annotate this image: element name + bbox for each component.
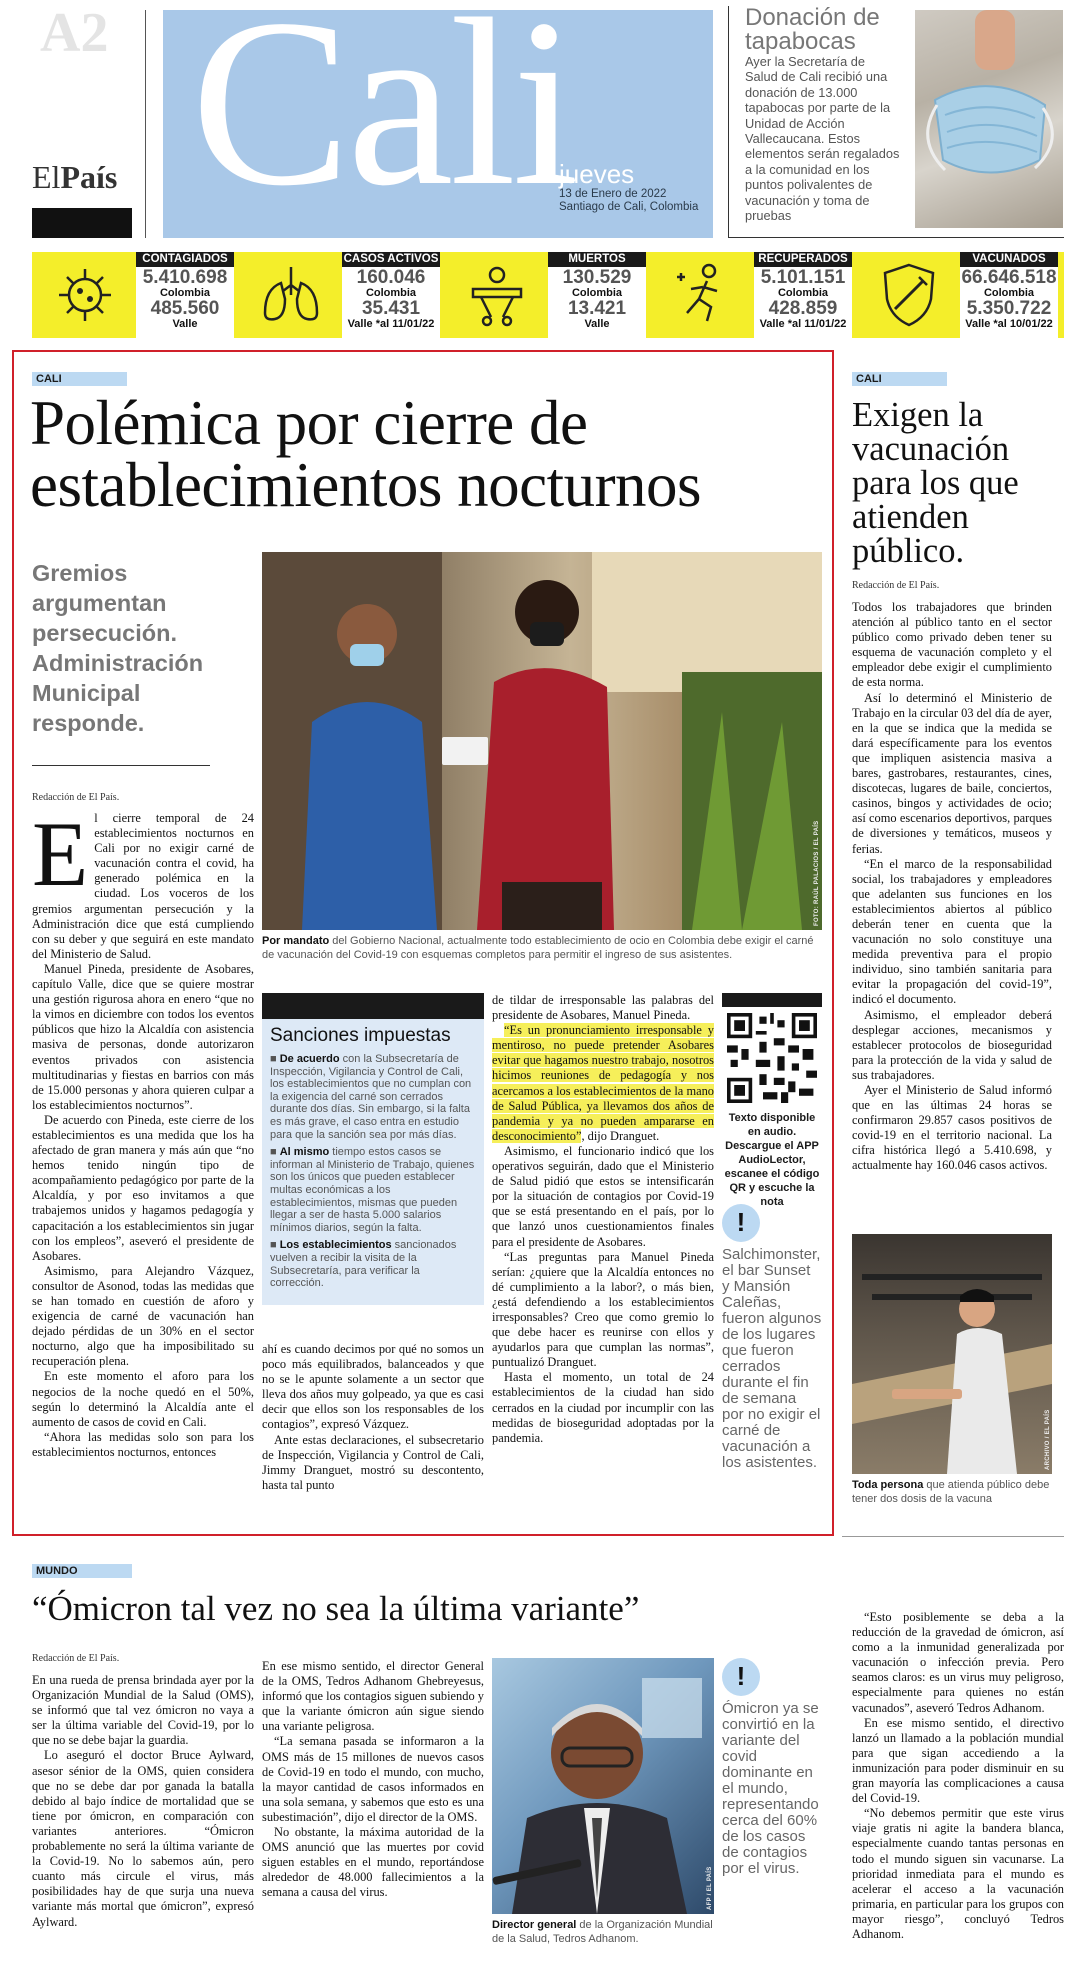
sidebar-item-bold: Los establecimientos [279,1239,392,1252]
paragraph: Hasta el momento, un total de 24 establecimientos de la ciudad han sido cerrados en la ciudad por incumplir con las medidas de bioseguridad adoptadas por la pandemia. [492,1370,714,1445]
sidebar-item: ■ De acuerdo con la Subsecretaría de Inspección, Vigilancia y Control de Cali, los establecimientos que no cumplan con la exigencia del carné son cerrados durante dos días. Sin embargo, si la falta es más grave, el caso entra en estudio para que la sanción sea por más días. [270,1053,472,1141]
paragraph: “La semana pasada se informaron a la OMS más de 15 millones de nuevos casos de Covid-19 en todo el mundo, con mucho, la mayor cantidad de casos informados en una sola semana, y sabemos que esto es una subestimación”, dijo el director de la OMS. [262,1734,484,1824]
stat-value-valle: 485.560 [150,298,220,319]
stat-value-valle: 35.431 [361,298,421,319]
bottom-column-1 [32,1673,254,1930]
sidebar-item-bold: Al mismo [279,1146,330,1159]
main-headline-line1: Polémica por cierre de [30,388,588,458]
photo-credit: FOTO: RAÚL PALACIOS / EL PAÍS [814,820,820,926]
main-byline: Redacción de El País. [32,792,120,803]
stat-label-valle: Valle [172,318,198,330]
paragraph: l cierre temporal de 24 establecimientos nocturnos en Cali por no exigir carné de vacunación contra el covid, ha generado polémica en la ciudad. Los voceros de los gremios argumentan persecución y la Administración dice que está cumpliendo con su deber y que seguirá en este mandato del Ministerio de Salud. [32,811,254,961]
stat-label-valle: Valle *al 11/01/22 [759,318,847,330]
sidebar-item-bold: De acuerdo [279,1053,340,1065]
stat-label-valle: Valle [584,318,610,330]
stat-label-colombia: Colombia [983,287,1035,299]
sanctions-sidebar [262,993,484,1305]
stat-value-colombia: 66.646.518 [961,267,1057,288]
right-byline: Redacción de El País. [852,580,940,591]
paragraph: Así lo determinó el Ministerio de Trabajo en la circular 03 del día de ayer, en la que se indica que la medida se dará específicamente para los eventos que impliquen asistencia masiva a bares, gastrobares, restaurantes, cines, discotecas, lugares de baile, conciertos, casinos, bingos y actividades de ocio; así como escenarios deportivos, parques de diversiones y temáticos, museos y ferias. [852,690,1052,856]
section-rule [842,1536,1064,1537]
bottom-photo-caption [492,1918,714,1946]
main-column-2 [262,1342,484,1493]
runner-icon [650,252,756,338]
right-photo [852,1234,1052,1474]
paragraph: En una rueda de prensa brindada ayer por la Organización Mundial de la Salud (OMS), se informó que tal vez ómicron no vaya a ser la última variable del Covid-19, por lo que no se debe bajar la guardia. [32,1673,254,1748]
right-column [852,600,1052,1174]
virus-icon [32,252,138,338]
vaccine-shield-icon [856,252,962,338]
main-headline-line2: establecimientos nocturnos [30,450,702,520]
drop-cap: E [32,803,89,905]
caption-bold: Director general [492,1919,577,1931]
stat-value-valle: 428.859 [768,298,838,319]
paragraph: Ante estas declaraciones, el subsecretario de Inspección, Vigilancia y Control de Cali, Jimmy Dranguet, mostró su descontento, hasta tal punto [262,1432,484,1492]
stat-block [960,252,1058,338]
main-column-3 [492,993,714,1446]
exclamation-icon [722,1204,760,1242]
stat-label-colombia: Colombia [365,287,417,299]
paragraph: Todos los trabajadores que brinden atención al público tanto en el sector público como privado deben tener su esquema de vacunación completo y el empleador debe exigir el cumplimiento de esta norma. [852,600,1052,690]
stat-label: CASOS ACTIVOS [343,253,439,265]
stat-value-colombia: 5.410.698 [142,267,228,288]
main-deck: Gremios argumentan persecución. Administración Municipal responde. [32,560,204,736]
stat-value-valle: 5.350.722 [966,298,1052,319]
stat-value-valle: 13.421 [567,298,627,319]
masthead [0,0,1080,250]
stat-value-colombia: 130.529 [562,267,632,288]
right-headline: Exigen la vacunación para los que atienden público. [852,396,1019,570]
sidebar-item-text: sancionados vuelven a recibir la visita de la Subsecretaría, para verificar la corrección. [270,1239,457,1290]
paragraph: de tildar de irresponsable las palabras del presidente de Asobares, Manuel Pineda. [492,993,714,1023]
paragraph: “Las preguntas para Manuel Pineda serían: ¿quiere que la Alcaldía entonces no dé cumplimiento a la labor?, o más bien, ¿está defendiendo a los establecimientos irresponsables? Creo que como gremio lo que debe hacer es reunirse con ellos y ayudarlos para que cumplan las normas”, puntualizó Dranguet. [492,1249,714,1370]
bottom-callout: Ómicron ya se convirtió en la variante del covid dominante en el mundo, representando cerca del 60% de los casos de contagios por el virus. [722,1700,819,1877]
paragraph: De acuerdo con Pineda, este cierre de los establecimientos es una medida que los ha afectado de gran manera y más aún que “no hemos tenido ningún tipo de acompañamiento pedagógico por parte de la Alcaldía, y por eso invitamos a que trabajemos unidos y hagamos pedagogía y capacitación a los establecimientos sin jugar con los empleos”, aseveró el presidente de Asobares. [32,1112,254,1263]
quote-paragraph [492,1023,714,1144]
stretcher-icon [444,252,550,338]
brand-el: El [32,159,61,195]
stat-block [548,252,646,338]
bottom-column-4 [852,1610,1064,1942]
exclamation-icon [722,1658,760,1696]
stat-label: VACUNADOS [960,252,1058,267]
qr-text: Texto disponible en audio. Descargue el APP AudioLector, escanee el código QR y escuche la nota [724,1112,820,1208]
stat-block [754,252,852,338]
stat-label: MUERTOS [548,252,646,267]
stat-label: RECUPERADOS [754,252,852,267]
paragraph: “No debemos permitir que este virus viaje gratis ni agite la bandera blanca, especialmente cuando tantas personas en todo el mundo siguen sin vacunarse. La prioridad inmediata para el mundo es acelerar el acceso a la vacunación primaria, en particular para los grupos con mayor riesgo”, concluyó Tedros Adhanom. [852,1806,1064,1941]
stat-label-colombia: Colombia [571,287,623,299]
main-callout: Salchimonster, el bar Sunset y Mansión Caleñas, fueron algunos de los lugares que fueron cerrados durante el fin de semana por no exigir el carné de vacunación a los asistentes. [722,1246,822,1471]
caption-text: de la Organización Mundial de la Salud, Tedros Adhanom. [492,1919,713,1945]
stat-label-colombia: Colombia [159,287,211,299]
section-location: Santiago de Cali, Colombia [559,201,699,213]
stat-value-colombia: 160.046 [356,267,426,288]
caption-text: del Gobierno Nacional, actualmente todo establecimiento de ocio en Colombia debe exigir el carné de vacunación del Covid-19 con esquemas completos para permitir el ingreso de sus asistentes. [262,935,814,961]
bottom-headline: “Ómicron tal vez no sea la última variante” [32,1589,640,1628]
brief-title: Donación de tapabocas [745,4,880,55]
right-kicker: CALI [852,372,947,386]
stat-block [136,252,234,338]
brand-pais: País [60,159,118,195]
sidebar-item-text: tiempo estos casos se informan al Ministerio de Trabajo, quienes son los únicos que pueden establecer multas económicas a los establecimientos, mismas que pueden llegar a ser de hasta 5.000 salarios mínimos diarios, según la falta. [270,1146,475,1234]
paragraph: Asimismo, el empleador deberá desplegar acciones, mecanismos y establecer protocolos de bioseguridad para la protección de la vida y salud de sus trabajadores. [852,1007,1052,1082]
caption-bold: Toda persona [852,1479,924,1491]
masthead-divider [145,10,146,238]
bottom-byline: Redacción de El País. [32,1653,120,1664]
paragraph: En ese mismo sentido, el directivo lanzó un llamado a la población mundial para que sigan accediendo a la inmunización para poder disminuir en su gran mayoría las complicaciones a causa del Covid-19. [852,1715,1064,1806]
paragraph: Ayer el Ministerio de Salud informó que en las últimas 24 horas se confirmaron 29.857 casos positivos de covid-19 en el territorio nacional. La cifra histórica llegó a 5.410.698, y actualmente hay 160.046 casos activos. [852,1083,1052,1173]
main-kicker: CALI [32,372,127,386]
portrait-illustration [492,1658,714,1914]
paragraph: “Ahora las medidas solo son para los establecimientos nocturnos, entonces [32,1429,254,1459]
stat-label-valle: Valle *al 11/01/22 [347,318,435,330]
main-photo-caption [262,934,822,962]
sidebar-item: ■ Al mismo tiempo estos casos se informan al Ministerio de Trabajo, quienes son los únicos que pueden establecer multas económicas a los establecimientos, mismas que pueden llegar a ser de hasta 5.000 salarios mínimos diarios, según la falta. [270,1146,475,1234]
section-date: 13 de Enero de 2022 [559,188,667,200]
qr-header-bar [722,993,822,1007]
bottom-photo [492,1658,714,1914]
paragraph: Manuel Pineda, presidente de Asobares, capítulo Valle, dice que se quiere mostrar una gestión rigurosa ahora en enero “que no la vimos en diciembre con todos los eventos públicos que hizo la Alcaldía con asistencia masiva de personas, donde autorizaron eventos privados con asistencia multitudinarias y fiestas en barrios con más de 15.000 personas y ahora quieren culpar a los establecimientos nocturnos”. [32,961,254,1112]
stat-block [342,252,440,338]
brand-logo [32,160,117,194]
paragraph: En ese mismo sentido, el director General de la OMS, Tedros Adhanom Ghebreyesus, informó que los contagios siguen subiendo y que la variante ómicron aún sigue siendo una variante peligrosa. [262,1659,484,1734]
section-title: Cali [191,10,575,235]
photo-credit: ARCHIVO / EL PAÍS [1045,1409,1051,1470]
paragraph: “Esto posiblemente se deba a la reducción de la gravedad de ómicron, así como a la inmunidad generalizada por vacunación o infección previa. Pero seamos claros: es un virus muy peligroso, especialmente para quienes no están vacunados”, aseveró Tedros Adhanom. [852,1610,1064,1715]
sidebar-list [262,1051,484,1292]
caption-text: que atienda público debe tener dos dosis de la vacuna [852,1479,1050,1505]
paragraph: Lo aseguró el doctor Bruce Aylward, asesor sénior de la OMS, quien considera que no se debe dar por ganada la batalla debido al bajo índice de mortalidad que se tiene por ómicron, en comparación con variantes anteriores. “Ómicron probablemente no será la última variante de la Covid-19. No lo sabemos aún, pero cuanto más circule el virus, más posibilidades hay de que surja una nueva variante más mortal que ómicron”, expresó Aylward. [32,1748,254,1929]
sidebar-item-text: con la Subsecretaría de Inspección, Vigilancia y Control de Cali, los establecimientos que no cumplan con la exigencia del carné son cerrados durante dos días. Sin embargo, si la falta es más grave, el caso entra en estudio para que la sanción sea por más días. [270,1053,472,1141]
paragraph: Asimismo, para Alejandro Vázquez, consultor de Asonod, todas las medidas que se han tomado en cuestión de aforo y exigencia de carné de vacunación han dejado pérdidas de un 30% en el sector nocturno, algo que ha imposibilitado su recuperación plena. [32,1263,254,1369]
caption-bold: Por mandato [262,935,330,947]
deck-rule [32,765,210,766]
waiter-illustration [852,1234,1052,1474]
qr-code-icon[interactable] [727,1013,817,1103]
right-photo-caption [852,1478,1052,1506]
mask-photo [915,10,1063,228]
lungs-icon [238,252,344,338]
photo-credit: AFP / EL PAÍS [707,1866,713,1910]
stat-value-colombia: 5.101.151 [760,267,846,288]
bar-scene-illustration [262,552,822,930]
face-mask-icon [915,10,1063,228]
brief-box [728,6,1064,238]
sidebar-item: ■ Los establecimientos sancionados vuelven a recibir la visita de la Subsecretaría, para verificar la corrección. [270,1239,457,1290]
sidebar-header-bar [262,993,484,1019]
stat-label-colombia: Colombia [777,287,829,299]
highlighted-quote: “Es un pronunciamiento irresponsable y mentiroso, no puede pretender Asobares evitar que hagamos nuestro trabajo, nosotros hicimos reuniones de pedagogía y nos acercamos a los establecimientos de la mano de Salud Pública, ya llevamos dos años de pandemia y ya no pueden ampararse en desconocimiento” [492,1023,714,1143]
stat-label-valle: Valle *al 10/01/22 [965,318,1053,330]
bottom-kicker: MUNDO [32,1564,132,1578]
stat-label: CONTAGIADOS [136,252,234,267]
main-photo [262,552,822,930]
qr-block [722,993,822,1209]
paragraph: En este momento el aforo para los negocios de la noche quedó en el 50%, según lo determinó la Alcaldía ante el aumento de casos de covid en Cali. [32,1369,254,1429]
paragraph: ahí es cuando decimos por qué no somos un poco más equilibrados, balanceados y que no se le apunte solamente a un sector que lleva dos años muy golpeado, ya que es casi decir que ellos son los responsables de los contagios”, expresó Vázquez. [262,1342,484,1432]
main-headline [30,388,830,520]
quote-tail: , dijo Dranguet. [581,1128,660,1143]
brief-text: Ayer la Secretaría de Salud de Cali recibió una donación de 13.000 tapabocas por parte de la Unidad de Acción Vallecaucana. Estos elementos serán regalados a la comunidad en los puntos polivalentes de vacunación y toma de pruebas [745,54,900,224]
paragraph: Asimismo, el funcionario indicó que los operativos seguirán, dado que el Ministerio de Salud pidió que estos se intensificarán por la situación de contagios por Covid-19 que se está presentando en el país, por lo que lanzó unos cuestionamientos finales para el presidente de Asobares. [492,1143,714,1249]
section-day: jueves [559,159,635,189]
paragraph: No obstante, la máxima autoridad de la OMS anunció que las muertes por covid siguen estables en el mundo, reportándose alrededor de 48.000 fallecimientos a la semana a causa del virus. [262,1825,484,1900]
section-banner [163,10,713,238]
page-number: A2 [40,2,109,64]
bottom-column-2 [262,1659,484,1901]
paragraph: “En el marco de la responsabilidad social, los trabajadores y empleadores que adelanten sus funciones en los establecimientos abiertos al público deberán tener en cuenta que la vacunación no solo constituye una medida preventiva para el propio individuo, sino también sanitaria para evitar la propagación del covid-19”, indicó el documento. [852,856,1052,1007]
main-column-1 [32,803,254,1460]
brand-bar [32,208,132,238]
sidebar-title: Sanciones impuestas [270,1025,451,1046]
